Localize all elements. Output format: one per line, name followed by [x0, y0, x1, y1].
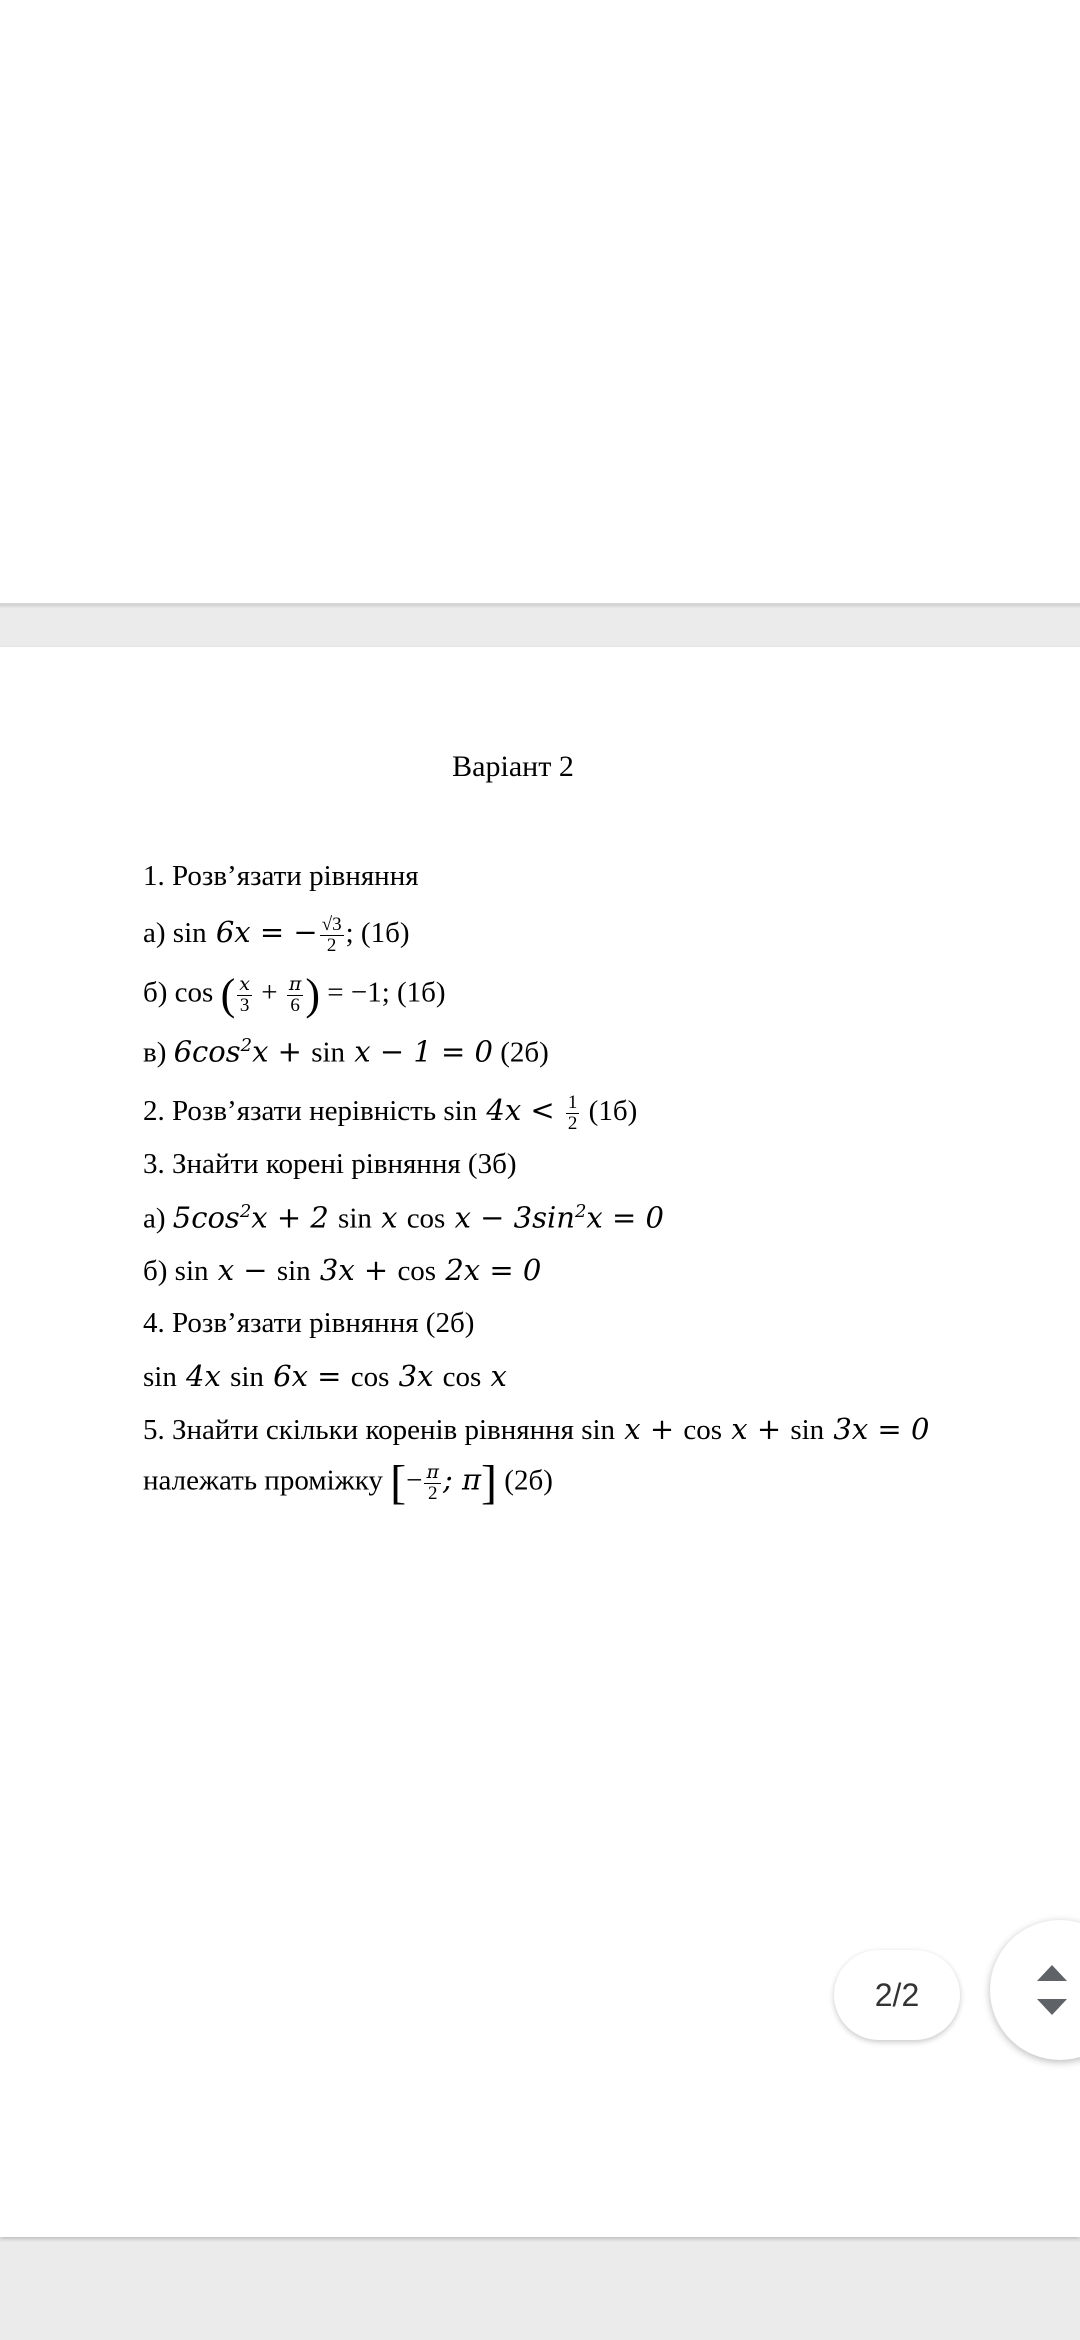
q4-heading: 4. Розв’язати рівняння (2б) [143, 1307, 475, 1339]
q1-c: в) $6\cos^2x + \sin x - 1 = 0$ (2б) [143, 1034, 549, 1069]
q1-b: б) cos ( $\frac{x}{3}$ + $\frac{\pi}{6}$ ) = −1; (1б) [143, 970, 446, 1019]
scroll-down-arrow-icon [1037, 1999, 1067, 2015]
q1-a: а) sin 6x = − $\frac{√3}{2}$ ; (1б) [143, 914, 410, 956]
q5-line1: 5. Знайти скільки коренів рівняння sin x + cos x + sin 3x = 0 [143, 1412, 930, 1446]
previous-page [0, 0, 1080, 606]
q4-equation: sin 4x sin 6x = cos 3x cos x [143, 1359, 507, 1393]
variant-title: Варіант 2 [452, 750, 574, 783]
q3-heading: 3. Знайти корені рівняння (3б) [143, 1148, 517, 1180]
q5-line2: належать проміжку [− $\frac{\pi}{2}$ ; π] (2б) [143, 1456, 553, 1509]
q3-a: а) $5\cos^2x + 2$ sin x $\cos x - 3\sin^2x = 0$ [143, 1200, 664, 1235]
page-indicator: 2/2 [834, 1950, 960, 2040]
fraction: $\frac{√3}{2}$ [321, 914, 342, 956]
q1-heading: 1. Розв’язати рівняння [143, 860, 419, 892]
scroll-up-arrow-icon [1037, 1965, 1067, 1981]
q2: 2. Розв’язати нерівність sin 4x < $\frac{1}{2}$ (1б) [143, 1092, 638, 1134]
q3-b: б) sin x − sin 3x + cos 2x = 0 [143, 1253, 542, 1287]
